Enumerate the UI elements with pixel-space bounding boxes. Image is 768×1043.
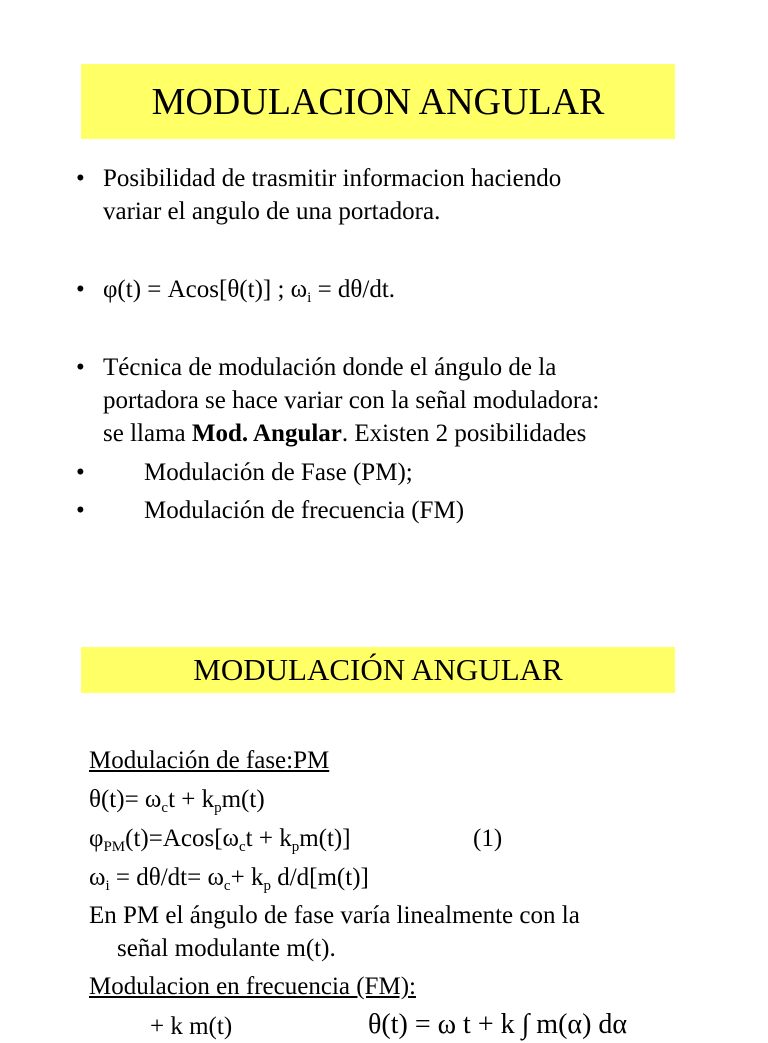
cut-off-equation-right: θ(t) = ω t + k ∫ m(α) dα <box>368 1009 628 1040</box>
bullet-dot: • <box>76 497 85 524</box>
eq-part: = dθ/dt= ω <box>109 864 224 891</box>
subscript: c <box>238 839 246 855</box>
equation-phi-pm <box>89 822 351 855</box>
pm-description-line: señal modulante m(t). <box>117 935 336 962</box>
fm-heading: Modulacion en frecuencia (FM): <box>89 973 416 1000</box>
bullet-dot: • <box>76 354 85 381</box>
pm-description-line: En PM el ángulo de fase varía linealmente con la <box>89 902 580 929</box>
bullet-text-line: Técnica de modulación donde el ángulo de la <box>103 354 557 381</box>
equation-number: (1) <box>473 825 503 852</box>
slide1-title-box <box>81 64 675 139</box>
text-part: se llama <box>103 420 192 447</box>
subscript: p <box>291 839 300 855</box>
equation-omega-i <box>89 861 369 894</box>
eq-part: + k <box>230 864 264 891</box>
subscript: c <box>223 878 231 894</box>
pm-heading: Modulación de fase:PM <box>89 747 330 774</box>
bullet-text-line: variar el angulo de una portadora. <box>103 198 441 225</box>
eq-part: (t)=Acos[ω <box>125 825 239 852</box>
cut-off-equation-left: + k m(t) <box>150 1013 233 1040</box>
slide1-title: MODULACION ANGULAR <box>151 80 605 123</box>
subscript: p <box>214 800 222 816</box>
bullet-text-line <box>103 417 676 450</box>
eq-part: ω <box>89 864 106 891</box>
bullet-text-line: portadora se hace variar con la señal moduladora: <box>103 387 600 414</box>
phi-eq-part: = dθ/dt. <box>311 276 396 303</box>
bullet-text: Modulación de frecuencia (FM) <box>144 497 465 524</box>
bullet-dot: • <box>76 459 85 486</box>
bullet-fm <box>76 494 676 527</box>
subscript: c <box>161 800 169 816</box>
bullet-posibilidad <box>76 162 676 228</box>
bullet-text: Modulación de Fase (PM); <box>144 459 413 486</box>
eq-part: θ(t)= ω <box>89 786 162 813</box>
bullet-pm <box>76 456 676 489</box>
slide2-title: MODULACIÓN ANGULAR <box>193 652 563 687</box>
bullet-phi-equation <box>76 273 676 306</box>
subscript: i <box>307 290 312 306</box>
subscript: i <box>105 878 110 894</box>
phi-eq-part: φ(t) = Acos[θ(t)] ; ω <box>103 276 308 303</box>
text-part: . Existen 2 posibilidades <box>341 420 587 447</box>
eq-part: m(t) <box>221 786 265 813</box>
slide2-title-box <box>81 647 675 693</box>
bold-term: Mod. Angular <box>191 420 342 447</box>
bullet-dot: • <box>76 276 85 303</box>
bullet-tecnica <box>76 351 676 450</box>
eq-part: t + k <box>168 786 215 813</box>
subscript: p <box>263 878 271 894</box>
eq-part: m(t)] <box>299 825 351 852</box>
eq-part: φ <box>89 825 104 852</box>
eq-part: t + k <box>245 825 292 852</box>
bullet-text-line: Posibilidad de trasmitir informacion haciendo <box>103 165 562 192</box>
equation-theta <box>89 783 265 816</box>
subscript: PM <box>103 839 126 855</box>
phi-equation <box>103 273 676 306</box>
bullet-dot: • <box>76 165 85 192</box>
eq-part: d/d[m(t)] <box>270 864 369 891</box>
